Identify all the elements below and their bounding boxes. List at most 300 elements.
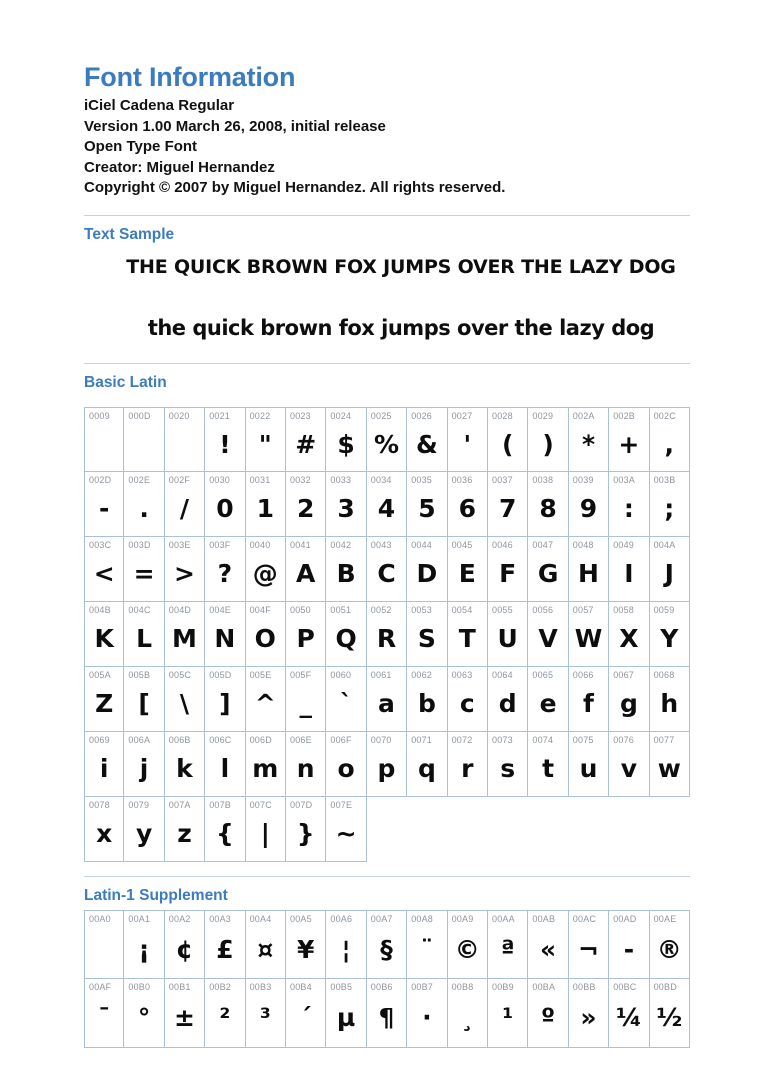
glyph: » — [580, 1003, 597, 1032]
glyph: ¶ — [378, 1003, 395, 1032]
glyph: N — [214, 624, 236, 653]
char-cell — [367, 732, 407, 797]
glyph: d — [498, 689, 517, 718]
codepoint-label: 00B2 — [209, 981, 232, 992]
glyph: 5 — [418, 494, 436, 523]
char-cell — [528, 910, 568, 979]
glyph: # — [295, 429, 317, 459]
codepoint-label: 004C — [128, 604, 151, 615]
font-type-line: Open Type Font — [84, 138, 198, 155]
char-cell — [84, 797, 124, 862]
codepoint-label: 006D — [249, 734, 272, 745]
char-cell — [124, 407, 164, 472]
codepoint-label: 0022 — [249, 410, 271, 421]
char-cell — [528, 667, 568, 732]
char-cell — [84, 472, 124, 537]
codepoint-label: 00AD — [613, 913, 637, 924]
char-cell — [448, 602, 488, 667]
char-cell — [326, 667, 366, 732]
codepoint-label: 00A5 — [290, 913, 312, 924]
codepoint-label: 005F — [290, 669, 312, 680]
char-cell — [124, 797, 164, 862]
glyph: . — [139, 494, 149, 523]
char-cell — [609, 910, 649, 979]
char-cell — [205, 979, 245, 1048]
glyph: J — [664, 559, 674, 588]
section-heading-latin1-supplement: Latin-1 Supplement — [84, 886, 228, 904]
glyph: l — [220, 754, 230, 783]
glyph: y — [135, 819, 153, 848]
codepoint-label: 0052 — [370, 604, 392, 615]
codepoint-label: 0023 — [290, 410, 311, 421]
codepoint-label: 0028 — [492, 410, 513, 421]
char-cell — [448, 407, 488, 472]
char-cell — [528, 979, 568, 1048]
char-cell — [488, 732, 528, 797]
char-cell — [650, 667, 690, 732]
char-cell — [609, 472, 649, 537]
char-cell — [84, 602, 124, 667]
section-heading-basic-latin: Basic Latin — [84, 373, 167, 391]
char-cell — [246, 472, 286, 537]
codepoint-label: 0079 — [128, 799, 150, 810]
char-cell — [367, 602, 407, 667]
glyph: M — [172, 624, 197, 653]
glyph: w — [657, 754, 681, 783]
codepoint-label: 005B — [128, 669, 151, 680]
font-creator-line: Creator: Miguel Hernandez — [84, 158, 275, 176]
char-cell — [367, 910, 407, 979]
char-cell — [165, 797, 205, 862]
char-cell — [205, 407, 245, 472]
glyph: 0 — [216, 494, 234, 523]
codepoint-label: 0063 — [451, 669, 473, 680]
codepoint-label: 0021 — [209, 410, 231, 421]
glyph — [85, 925, 123, 978]
codepoint-label: 004F — [249, 604, 271, 615]
glyph: ¼ — [615, 1003, 642, 1032]
glyph: c — [459, 689, 475, 718]
glyph: Y — [660, 624, 679, 653]
glyph: D — [416, 559, 438, 588]
char-cell — [246, 797, 286, 862]
glyph: t — [542, 754, 555, 783]
codepoint-label: 0072 — [451, 734, 473, 745]
font-name-line: iCiel Cadena Regular — [84, 97, 235, 114]
codepoint-label: 0030 — [209, 474, 231, 485]
glyph: ½ — [656, 1003, 683, 1032]
char-cell — [165, 732, 205, 797]
codepoint-label: 003A — [613, 474, 636, 485]
glyph: _ — [299, 689, 312, 718]
char-cell — [326, 732, 366, 797]
char-cell — [84, 667, 124, 732]
codepoint-label: 00A1 — [128, 913, 151, 924]
glyph: ° — [137, 1003, 151, 1032]
glyph: ) — [542, 429, 554, 459]
char-cell — [165, 407, 205, 472]
char-cell — [367, 537, 407, 602]
codepoint-label: 0029 — [532, 410, 554, 421]
glyph: B — [336, 559, 356, 588]
glyph: } — [296, 819, 315, 848]
char-cell — [367, 667, 407, 732]
char-cell — [528, 602, 568, 667]
char-cell — [165, 667, 205, 732]
codepoint-label: 00AA — [492, 913, 515, 924]
char-cell — [407, 472, 447, 537]
char-cell — [286, 979, 326, 1048]
char-cell — [246, 602, 286, 667]
glyph: ! — [219, 429, 231, 459]
font-copyright-line: Copyright © 2007 by Miguel Hernandez. All rights reserved. — [84, 179, 506, 196]
glyph: Q — [335, 624, 357, 653]
glyph: j — [139, 754, 149, 783]
char-cell — [205, 732, 245, 797]
codepoint-label: 0078 — [89, 799, 110, 810]
glyph: ' — [463, 429, 472, 459]
glyph: ( — [501, 429, 514, 459]
glyph: ¨ — [420, 934, 434, 964]
codepoint-label: 002D — [89, 474, 112, 485]
codepoint-label: 0027 — [451, 410, 473, 421]
codepoint-label: 00B7 — [411, 981, 434, 992]
codepoint-label: 005C — [168, 669, 192, 680]
glyph: n — [296, 754, 315, 783]
codepoint-label: 00AF — [89, 981, 112, 992]
glyph: 3 — [337, 494, 355, 523]
char-cell — [205, 602, 245, 667]
codepoint-label: 0048 — [572, 539, 594, 550]
codepoint-label: 0025 — [370, 410, 392, 421]
char-cell — [569, 667, 609, 732]
char-cell — [407, 667, 447, 732]
char-cell — [246, 667, 286, 732]
glyph: \ — [179, 689, 190, 718]
codepoint-label: 00B3 — [249, 981, 272, 992]
glyph: E — [458, 559, 476, 588]
char-cell — [407, 407, 447, 472]
codepoint-label: 007C — [249, 799, 272, 810]
glyph: © — [454, 934, 480, 964]
glyph: / — [179, 494, 190, 523]
glyph: ` — [339, 689, 353, 718]
glyph: V — [538, 624, 558, 653]
char-cell — [488, 979, 528, 1048]
glyph: P — [296, 624, 315, 653]
glyph: § — [380, 934, 393, 964]
glyph: s — [500, 754, 516, 783]
codepoint-label: 00B8 — [451, 981, 474, 992]
char-cell — [286, 472, 326, 537]
codepoint-label: 0056 — [532, 604, 554, 615]
glyph: 2 — [296, 494, 315, 523]
glyph: i — [99, 754, 109, 783]
codepoint-label: 0057 — [572, 604, 594, 615]
char-cell — [205, 910, 245, 979]
char-cell — [569, 910, 609, 979]
codepoint-label: 006B — [168, 734, 191, 745]
char-cell — [246, 910, 286, 979]
codepoint-label: 004B — [89, 604, 111, 615]
glyph: z — [177, 819, 192, 848]
section-heading-text-sample: Text Sample — [84, 225, 175, 243]
codepoint-label: 00AE — [653, 913, 677, 924]
char-cell — [286, 667, 326, 732]
char-cell — [528, 537, 568, 602]
glyph: q — [417, 754, 436, 783]
text-sample-lowercase: the quick brown fox jumps over the lazy dog — [147, 315, 655, 340]
char-cell — [246, 407, 286, 472]
glyph: K — [94, 624, 114, 653]
glyph: £ — [216, 934, 234, 964]
codepoint-label: 00B0 — [128, 981, 151, 992]
codepoint-label: 0069 — [89, 734, 110, 745]
codepoint-label: 0046 — [492, 539, 513, 550]
char-cell — [407, 602, 447, 667]
glyph: e — [539, 689, 557, 718]
char-cell — [84, 910, 124, 979]
char-cell — [205, 797, 245, 862]
char-cell — [165, 602, 205, 667]
codepoint-label: 007B — [209, 799, 232, 810]
codepoint-label: 002B — [613, 410, 636, 421]
glyph: T — [458, 624, 476, 653]
glyph: ¯ — [97, 1003, 111, 1032]
char-cell — [407, 910, 447, 979]
glyph: p — [377, 754, 396, 783]
glyph: r — [461, 754, 474, 783]
glyph: & — [415, 429, 438, 459]
glyph: f — [583, 689, 594, 718]
codepoint-label: 0044 — [411, 539, 433, 550]
divider — [84, 363, 690, 364]
codepoint-label: 0047 — [532, 539, 554, 550]
codepoint-label: 0043 — [370, 539, 392, 550]
glyph: : — [623, 494, 634, 523]
char-cell — [528, 472, 568, 537]
glyph: W — [574, 624, 603, 653]
glyph: ª — [500, 934, 515, 964]
codepoint-label: 003B — [653, 474, 676, 485]
glyph: 4 — [377, 494, 396, 523]
glyph: " — [258, 429, 272, 459]
glyph: X — [619, 624, 639, 653]
codepoint-label: 000D — [128, 410, 151, 421]
codepoint-label: 0058 — [613, 604, 635, 615]
char-cell — [367, 472, 407, 537]
glyph — [85, 422, 123, 471]
codepoint-label: 0037 — [492, 474, 513, 485]
codepoint-label: 0053 — [411, 604, 433, 615]
codepoint-label: 005A — [89, 669, 111, 680]
font-info-block — [84, 96, 690, 199]
codepoint-label: 0009 — [89, 410, 110, 421]
char-cell — [609, 407, 649, 472]
glyph: > — [174, 559, 195, 588]
char-cell — [246, 732, 286, 797]
char-cell — [569, 537, 609, 602]
glyph: k — [176, 754, 193, 783]
char-cell — [326, 602, 366, 667]
codepoint-label: 0064 — [492, 669, 513, 680]
codepoint-label: 0073 — [492, 734, 513, 745]
char-cell — [448, 667, 488, 732]
glyph: S — [417, 624, 436, 653]
codepoint-label: 005D — [209, 669, 232, 680]
codepoint-label: 006A — [128, 734, 151, 745]
codepoint-label: 00A8 — [411, 913, 434, 924]
glyph: ¥ — [296, 934, 315, 964]
char-cell — [528, 407, 568, 472]
codepoint-label: 0040 — [249, 539, 271, 550]
codepoint-label: 002F — [168, 474, 191, 485]
codepoint-label: 0042 — [330, 539, 352, 550]
char-cell — [84, 979, 124, 1048]
char-cell — [528, 732, 568, 797]
glyph: R — [376, 624, 397, 653]
char-cell — [165, 537, 205, 602]
glyph: L — [136, 624, 153, 653]
codepoint-label: 006F — [330, 734, 352, 745]
glyph: F — [499, 559, 517, 588]
codepoint-label: 00A2 — [168, 913, 191, 924]
glyph: ¹ — [502, 1003, 514, 1032]
codepoint-label: 00B6 — [370, 981, 393, 992]
char-cell — [448, 732, 488, 797]
glyph: | — [260, 819, 270, 848]
char-cell — [124, 472, 164, 537]
glyph: O — [254, 624, 276, 653]
char-cell — [326, 537, 366, 602]
char-cell — [326, 797, 366, 862]
codepoint-label: 0077 — [653, 734, 675, 745]
char-cell — [84, 537, 124, 602]
codepoint-label: 0054 — [451, 604, 473, 615]
codepoint-label: 0070 — [370, 734, 392, 745]
char-cell — [246, 537, 286, 602]
char-cell — [488, 910, 528, 979]
codepoint-label: 0071 — [411, 734, 433, 745]
codepoint-label: 00A3 — [209, 913, 232, 924]
codepoint-label: 005E — [249, 669, 272, 680]
codepoint-label: 00BA — [532, 981, 556, 992]
codepoint-label: 002C — [653, 410, 676, 421]
glyph: < — [93, 559, 115, 588]
codepoint-label: 0075 — [572, 734, 594, 745]
char-cell — [569, 602, 609, 667]
codepoint-label: 0055 — [492, 604, 513, 615]
glyph: ´ — [299, 1003, 312, 1032]
char-cell — [407, 979, 447, 1048]
codepoint-label: 004E — [209, 604, 232, 615]
char-cell — [124, 732, 164, 797]
char-cell — [124, 537, 164, 602]
glyph: ® — [656, 934, 682, 964]
glyph: m — [252, 754, 279, 783]
glyph: 8 — [539, 494, 557, 523]
codepoint-label: 0032 — [290, 474, 311, 485]
char-cell — [488, 407, 528, 472]
codepoint-label: 0065 — [532, 669, 554, 680]
codepoint-label: 00A4 — [249, 913, 272, 924]
codepoint-label: 003E — [168, 539, 191, 550]
page-title: Font Information — [84, 62, 296, 92]
codepoint-label: 00B9 — [492, 981, 514, 992]
codepoint-label: 00B5 — [330, 981, 353, 992]
codepoint-label: 002A — [572, 410, 595, 421]
codepoint-label: 0061 — [370, 669, 392, 680]
glyph: g — [619, 689, 638, 718]
glyph: I — [624, 559, 634, 588]
char-cell — [84, 407, 124, 472]
codepoint-label: 00A6 — [330, 913, 353, 924]
glyph: ± — [174, 1003, 195, 1032]
codepoint-label: 007E — [330, 799, 353, 810]
char-cell — [569, 472, 609, 537]
char-cell — [488, 667, 528, 732]
char-cell — [650, 472, 690, 537]
glyph: = — [133, 559, 155, 588]
codepoint-label: 0060 — [330, 669, 352, 680]
codepoint-label: 00A9 — [451, 913, 474, 924]
glyph: v — [620, 754, 638, 783]
codepoint-label: 00B1 — [168, 981, 191, 992]
codepoint-label: 002E — [128, 474, 151, 485]
char-cell — [326, 979, 366, 1048]
codepoint-label: 0049 — [613, 539, 635, 550]
codepoint-label: 007A — [168, 799, 191, 810]
codepoint-label: 00BC — [613, 981, 637, 992]
glyph: ¡ — [138, 934, 150, 964]
glyph: u — [579, 754, 598, 783]
codepoint-label: 00A7 — [370, 913, 393, 924]
codepoint-label: 0066 — [572, 669, 594, 680]
glyph: o — [337, 754, 355, 783]
glyph: [ — [138, 689, 150, 718]
codepoint-label: 0045 — [451, 539, 473, 550]
glyph: ¢ — [175, 934, 194, 964]
char-cell — [488, 602, 528, 667]
codepoint-label: 0031 — [249, 474, 271, 485]
char-cell — [407, 732, 447, 797]
codepoint-label: 0076 — [613, 734, 635, 745]
codepoint-label: 003F — [209, 539, 231, 550]
char-cell — [488, 472, 528, 537]
char-cell — [650, 732, 690, 797]
char-cell — [124, 667, 164, 732]
glyph: 7 — [498, 494, 517, 523]
codepoint-label: 00AC — [572, 913, 597, 924]
char-cell — [326, 472, 366, 537]
glyph: * — [581, 429, 596, 459]
glyph: ¦ — [341, 934, 351, 964]
glyph: H — [578, 559, 599, 588]
char-cell — [609, 667, 649, 732]
codepoint-label: 0068 — [653, 669, 675, 680]
char-cell — [124, 979, 164, 1048]
codepoint-label: 006C — [209, 734, 232, 745]
char-cell — [650, 407, 690, 472]
glyph: % — [373, 429, 400, 459]
char-cell — [569, 732, 609, 797]
char-cell — [165, 472, 205, 537]
char-cell — [650, 979, 690, 1048]
char-cell — [286, 732, 326, 797]
char-cell — [448, 472, 488, 537]
char-cell — [286, 797, 326, 862]
glyph: h — [660, 689, 679, 718]
